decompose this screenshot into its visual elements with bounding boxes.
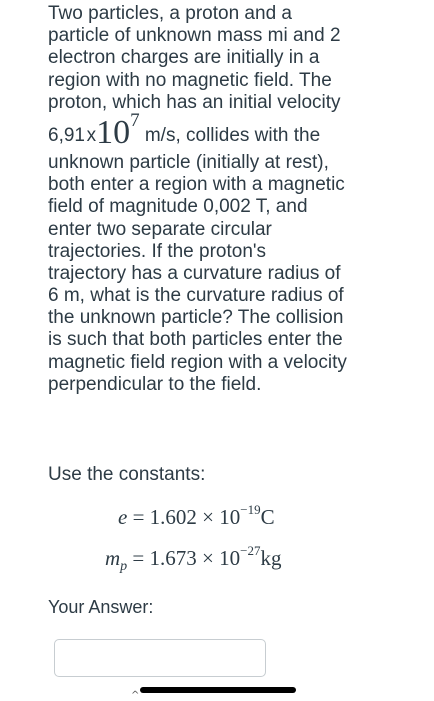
- eq-base: 10: [219, 546, 241, 570]
- velocity-times: x: [86, 124, 97, 146]
- eq-exponent: −27: [240, 543, 261, 558]
- question-text: [48, 3, 393, 396]
- question-line: region with no magnetic field. The: [48, 69, 332, 91]
- question-line: is such that both particles enter the: [48, 329, 343, 351]
- eq-mantissa: 1.602: [149, 505, 197, 529]
- eq-unit: C: [260, 505, 275, 529]
- velocity-exponent: 7: [130, 109, 140, 131]
- eq-times: ×: [202, 546, 214, 570]
- question-line: Two particles, a proton and a: [48, 3, 292, 24]
- question-line: both enter a region with a magnetic: [48, 174, 345, 196]
- question-line: trajectory has a curvature radius of: [48, 262, 341, 284]
- question-line: the unknown particle? The collision: [48, 307, 344, 329]
- question-line: field of magnitude 0,002 T, and: [48, 196, 308, 218]
- eq-equals: =: [132, 546, 145, 570]
- question-line: particle of unknown mass mi and 2: [48, 25, 341, 47]
- velocity-mantissa: 6,91: [48, 124, 85, 146]
- question-line: magnetic field region with a velocity: [48, 351, 347, 373]
- eq-equals: =: [132, 505, 145, 529]
- answer-label: Your Answer:: [48, 597, 154, 617]
- question-line: 6 m, what is the curvature radius of: [48, 285, 344, 307]
- answer-input[interactable]: [54, 639, 266, 677]
- eq-unit: kg: [260, 546, 282, 570]
- eq-exponent: −19: [240, 502, 261, 517]
- question-line: perpendicular to the field.: [48, 373, 262, 395]
- eq-base: 10: [219, 505, 241, 529]
- eq-mantissa: 1.673: [149, 546, 197, 570]
- question-line: electron charges are initially in a: [48, 47, 320, 69]
- electron-charge-equation: [118, 502, 275, 530]
- velocity-base: 10: [96, 113, 131, 151]
- question-line: proton, which has an initial velocity: [48, 91, 341, 113]
- velocity-unit-text: m/s, collides with the: [139, 124, 321, 146]
- eq-times: ×: [202, 505, 215, 529]
- velocity-line: [48, 109, 393, 152]
- eq-subscript-p: p: [120, 559, 128, 574]
- question-line: unknown particle (initially at rest),: [48, 151, 329, 173]
- home-indicator[interactable]: [140, 687, 296, 693]
- question-line: enter two separate circular: [48, 218, 272, 240]
- eq-symbol-e: e: [118, 505, 128, 529]
- question-line: trajectories. If the proton's: [48, 240, 267, 262]
- constants-title: Use the constants:: [48, 464, 206, 485]
- scroll-up-caret-icon: ^: [131, 690, 140, 701]
- eq-symbol-m: m: [105, 546, 121, 570]
- proton-mass-equation: [105, 543, 282, 574]
